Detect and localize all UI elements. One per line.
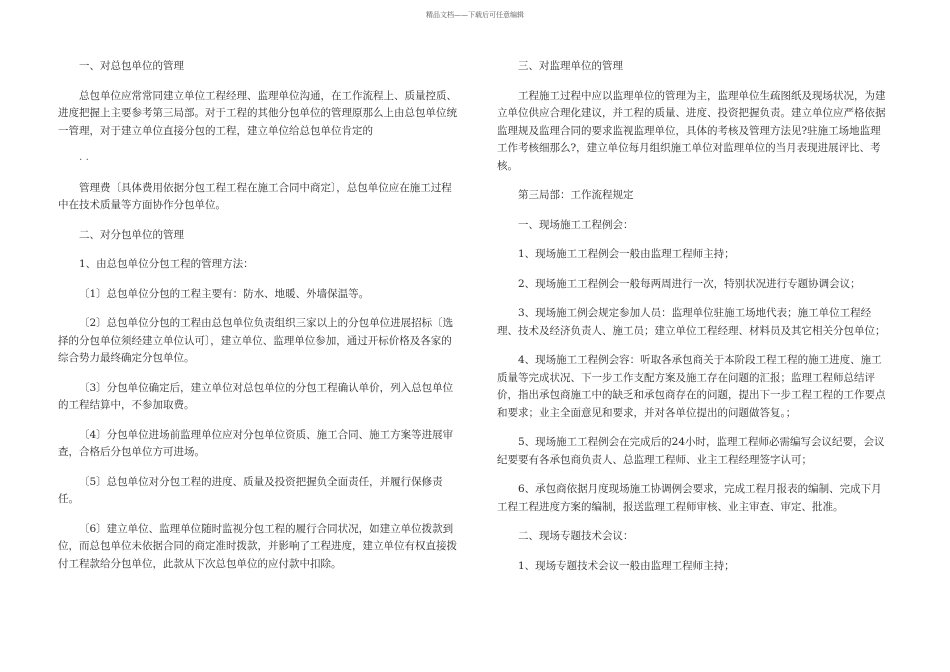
section-heading: 一、对总包单位的管理 — [79, 60, 184, 72]
paragraph: 〔1〕总包单位分包的工程主要有：防水、地暖、外墙保温等。 — [79, 287, 370, 300]
page-header: 精品文档——下载后可任意编辑 — [426, 11, 524, 19]
section-heading: 第三局部：工作流程规定 — [518, 189, 634, 201]
paragraph: 管理费〔具体费用依据分包工程工程在施工合同中商定〕，总包单位应在施工过程中在技术质量等方面协作分包单位。 — [58, 181, 452, 211]
paragraph: 1、现场专题技术会议一般由监理工程师主持； — [518, 559, 735, 572]
paragraph: 4、现场施工工程例会容：听取各承包商关于本阶段工程工程的施工进度、施工质量等完成状况、下一步工作支配方案及施工存在问题的汇报；监理工程师总结评价，指出承包商施工中的缺乏和承包商存在的问题，提出下一步工程工程的工作要点和要求；业主全面意见和要求，并对各单位提出的问题做答复。； — [497, 354, 886, 419]
paragraph: 总包单位应常常同建立单位工程经理、监理单位沟通，在工作流程上、质量控质、进度把握上主要参考第三局部。对于工程的其他分包单位的管理原那么上由总包单位统一管理，对于建立单位直接分包的工程，建立单位给总包单位肯定的 — [58, 89, 457, 137]
paragraph: 〔5〕总包单位对分包工程的进度、质量及投资把握负全面责任，并履行保修责任。 — [58, 475, 443, 505]
paragraph: 〔2〕总包单位分包的工程由总包单位负责组织三家以上的分包单位进展招标〔选择的分包单位须经建立单位认可〕，建立单位、监理单位参加，通过开标价格及各家的综合势力最终确定分包单位。 — [58, 317, 454, 364]
paragraph: 工程施工过程中应以监理单位的管理为主，监理单位生疏图纸及现场状况，为建立单位供应合理化建议，并工程的质量、进度、投资把握负责。建立单位应严格依据监理规及监理合同的要求监视监理单位，具体的考核及管理方法见?驻施工场地监理工作考核细那么?，建立单位每月组织施工单位对监理单位的当月表现进展评比、考核。 — [497, 89, 886, 172]
section-heading: 一、现场施工工程例会： — [518, 218, 634, 231]
paragraph: · · — [79, 154, 90, 166]
left-column — [58, 58, 462, 585]
right-column — [497, 58, 887, 587]
section-heading: 1、由总包单位分包工程的管理方法： — [79, 258, 254, 270]
section-heading: 二、现场专题技术会议： — [518, 530, 634, 542]
paragraph: 〔3〕分包单位确定后，建立单位对总包单位的分包工程确认单价，列入总包单位的工程结算中，不参加取费。 — [58, 381, 454, 411]
paragraph: 〔6〕建立单位、监理单位随时监视分包工程的履行合同状况，如建立单位拨款到位，而总包单位未依据合同的商定准时拨款，并影响了工程进度，建立单位有权直接拨付工程款给分包单位，此款从下次总包单位的应付款中扣除。 — [58, 522, 457, 570]
paragraph: 5、现场施工工程例会在完成后的24小时，监理工程师必需编写会议纪要，会议纪要要有各承包商负责人、总监理工程师、业主工程经理签字认可； — [497, 436, 885, 466]
paragraph: 2、现场施工工程例会一般每两周进行一次，特别状况进行专题协调会议； — [518, 277, 861, 290]
paragraph: 1、现场施工工程例会一般由监理工程师主持； — [518, 248, 735, 260]
paragraph: 6、承包商依据月度现场施工协调例会要求，完成工程月报表的编制、完成下月工程工程进度方案的编制，报送监理工程师审核、业主审查、审定、批准。 — [497, 483, 882, 513]
paragraph: 〔4〕分包单位进场前监理单位应对分包单位资质、施工合同、施工方案等进展审查，合格后分包单位方可进场。 — [58, 428, 454, 458]
paragraph: 3、现场施工例会规定参加人员：监理单位驻施工场地代表；施工单位工程经理、技术及经济负责人、施工员；建立单位工程经理、材料员及其它相关分包单位； — [497, 307, 886, 337]
section-heading: 二、对分包单位的管理 — [79, 228, 184, 241]
section-heading: 三、对监理单位的管理 — [518, 60, 623, 72]
